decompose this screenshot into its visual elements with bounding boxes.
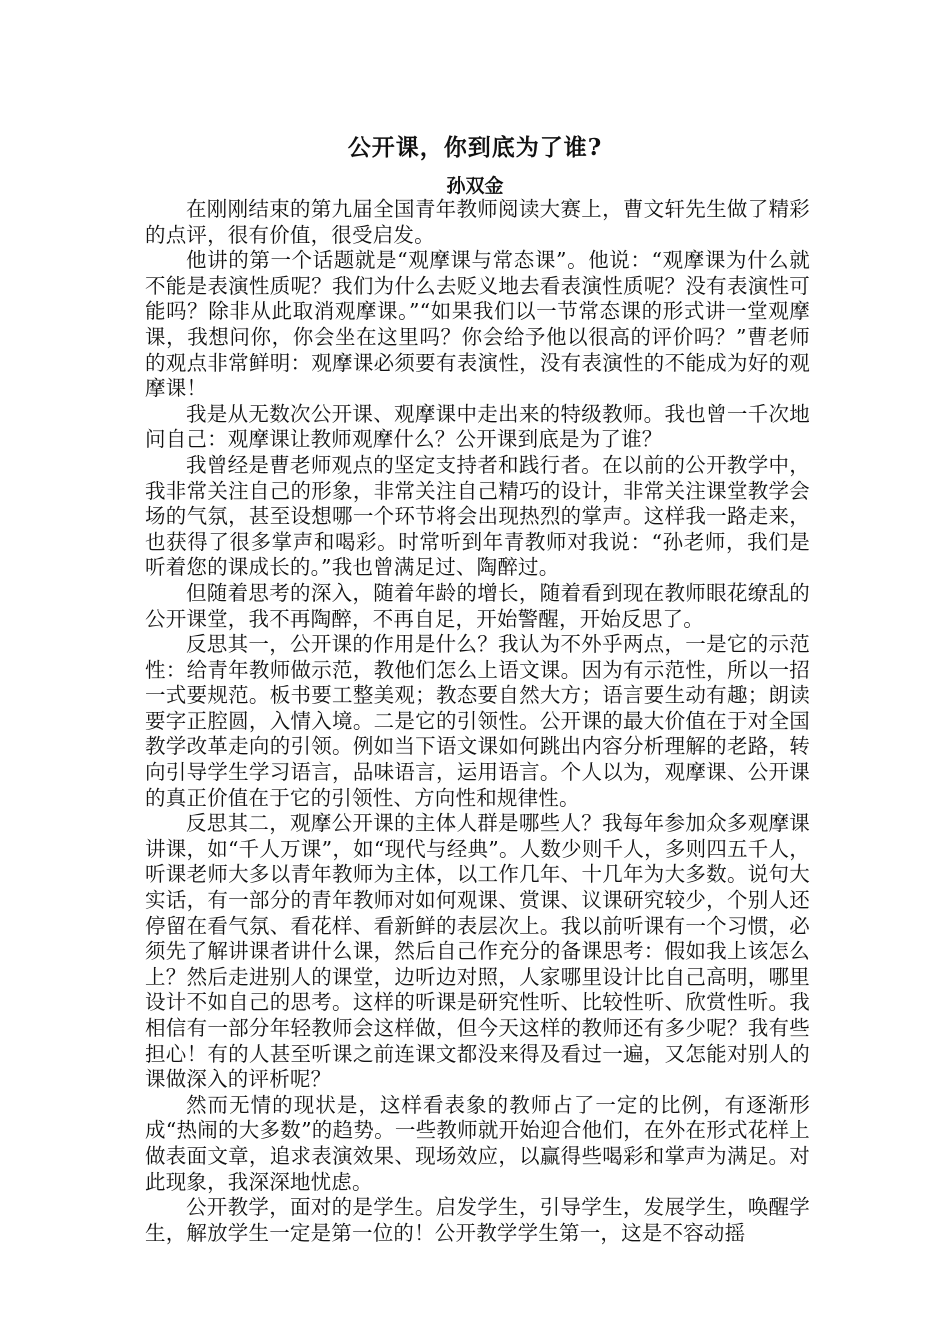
article-title: 公开课，你到底为了谁? <box>347 134 603 161</box>
paragraph: 我曾经是曹老师观点的坚定支持者和践行者。在以前的公开教学中，我非常关注自己的形象，非常关注自己精巧的设计，非常关注课堂教学会场的气氛，甚至设想哪一个环节将会出现热烈的掌声。这样我一路走来，也获得了很多掌声和喝彩。时常听到年青教师对我说：“孙老师，我们是听着您的课成长的。”我也曾满足过、陶醉过。 <box>145 452 810 580</box>
paragraph: 然而无情的现状是，这样看表象的教师占了一定的比例，有逐渐形成“热闹的大多数”的趋势。一些教师就开始迎合他们，在外在形式花样上做表面文章，追求表演效果、现场效应，以赢得些喝彩和掌声为满足。对此现象，我深深地忧虑。 <box>145 1092 810 1194</box>
paragraph: 公开教学，面对的是学生。启发学生，引导学生，发展学生，唤醒学生，解放学生一定是第一位的！公开教学学生第一，这是不容动摇 <box>145 1195 810 1245</box>
article-body <box>145 197 810 1246</box>
article-author: 孙双金 <box>446 175 504 197</box>
paragraph: 在刚刚结束的第九届全国青年教师阅读大赛上，曹文轩先生做了精彩的点评，很有价值，很受启发。 <box>145 197 810 247</box>
paragraph: 他讲的第一个话题就是“观摩课与常态课”。他说：“观摩课为什么就不能是表演性质呢？我们为什么去贬义地去看表演性质呢？没有表演性可能吗？除非从此取消观摩课。”“如果我们以一节常态课的形式讲一堂观摩课，我想问你，你会坐在这里吗？你会给予他以很高的评价吗？”曹老师的观点非常鲜明：观摩课必须要有表演性，没有表演性的不能成为好的观摩课！ <box>145 248 810 401</box>
paragraph: 但随着思考的深入，随着年龄的增长，随着看到现在教师眼花缭乱的公开课堂，我不再陶醉，不再自足，开始警醒，开始反思了。 <box>145 580 810 631</box>
paragraph: 反思其一，公开课的作用是什么？我认为不外乎两点，一是它的示范性：给青年教师做示范，教他们怎么上语文课。因为有示范性，所以一招一式要规范。板书要工整美观；教态要自然大方；语言要生动有趣；朗读要字正腔圆，入情入境。二是它的引领性。公开课的最大价值在于对全国教学改革走向的引领。例如当下语文课如何跳出内容分析理解的老路，转向引导学生学习语言，品味语言，运用语言。个人以为，观摩课、公开课的真正价值在于它的引领性、方向性和规律性。 <box>145 632 810 810</box>
paragraph: 我是从无数次公开课、观摩课中走出来的特级教师。我也曾一千次地问自己：观摩课让教师观摩什么？公开课到底是为了谁？ <box>145 401 810 452</box>
paragraph: 反思其二，观摩公开课的主体人群是哪些人？我每年参加众多观摩课讲课，如“千人万课”，如“现代与经典”。人数少则千人，多则四五千人，听课老师大多以青年教师为主体，以工作几年、十几年为大多数。说句大实话，有一部分的青年教师对如何观课、赏课、议课研究较少，个别人还停留在看气氛、看花样、看新鲜的表层次上。我以前听课有一个习惯，必须先了解讲课者讲什么课，然后自己作充分的备课思考：假如我上该怎么上？然后走进别人的课堂，边听边对照，人家哪里设计比自己高明，哪里设计不如自己的思考。这样的听课是研究性听、比较性听、欣赏性听。我相信有一部分年轻教师会这样做，但今天这样的教师还有多少呢？我有些担心！有的人甚至听课之前连课文都没来得及看过一遍，又怎能对别人的课做深入的评析呢？ <box>145 811 810 1092</box>
